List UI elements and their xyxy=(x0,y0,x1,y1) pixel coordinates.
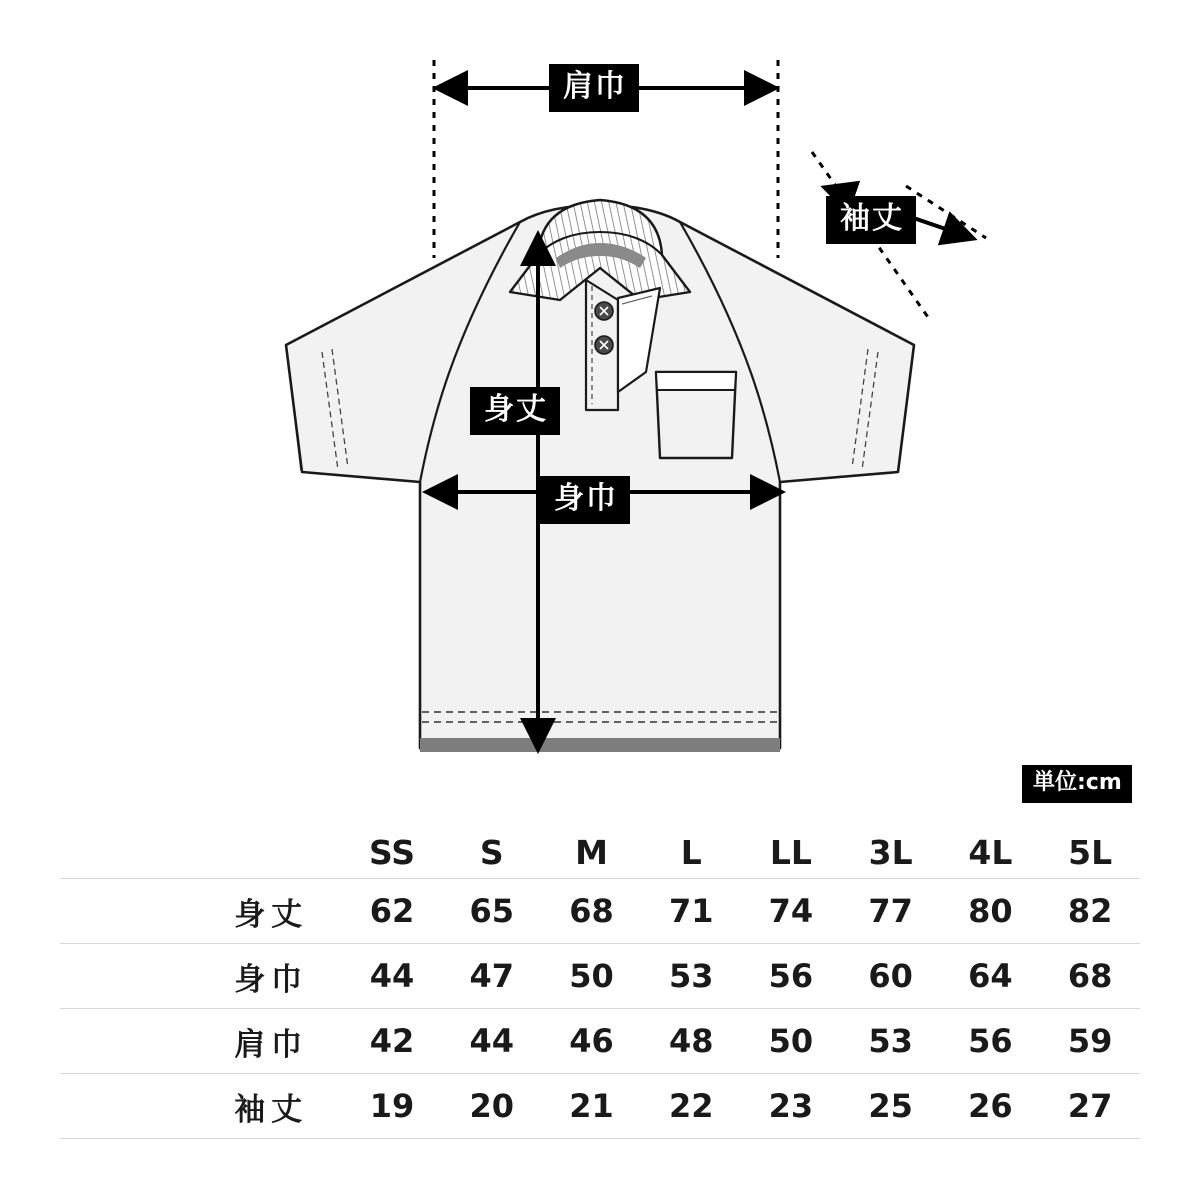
cell-shoulder-width-3l: 53 xyxy=(868,1022,913,1060)
cell-body-width-l: 53 xyxy=(668,957,714,995)
cell-sleeve-length-ll: 23 xyxy=(768,1087,814,1125)
cell-body-width-s: 47 xyxy=(469,957,515,995)
cell-body-length-ss: 62 xyxy=(369,892,415,930)
cell-sleeve-length-5l: 27 xyxy=(1067,1087,1113,1125)
size-table xyxy=(60,810,1140,1139)
cell-shoulder-width-ll: 50 xyxy=(768,1022,814,1060)
table-header-m: M xyxy=(575,833,608,872)
table-header-row xyxy=(60,810,1140,879)
cell-body-width-5l: 68 xyxy=(1067,957,1113,995)
table-row xyxy=(60,1074,1140,1139)
label-shoulder-width: 肩巾 xyxy=(549,64,639,112)
cell-body-width-ll: 56 xyxy=(768,957,814,995)
label-body-length: 身丈 xyxy=(470,387,560,435)
cell-sleeve-length-3l: 25 xyxy=(868,1087,913,1125)
cell-body-width-m: 50 xyxy=(569,957,614,995)
cell-body-length-m: 68 xyxy=(569,892,614,930)
table-row xyxy=(60,1009,1140,1074)
cell-body-length-ll: 74 xyxy=(768,892,814,930)
label-sleeve-length: 袖丈 xyxy=(826,196,916,244)
table-header-4l: 4L xyxy=(968,833,1013,872)
row-label-body-width: 身巾 xyxy=(234,961,309,998)
cell-body-length-4l: 80 xyxy=(968,892,1013,930)
cell-body-length-l: 71 xyxy=(668,892,714,930)
cell-shoulder-width-m: 46 xyxy=(569,1022,614,1060)
table-header-5l: 5L xyxy=(1068,833,1113,872)
table-header-s: S xyxy=(479,833,504,872)
table-header-ss: SS xyxy=(369,833,416,872)
table-row xyxy=(60,944,1140,1009)
table-header-ll: LL xyxy=(769,833,812,872)
cell-shoulder-width-ss: 42 xyxy=(369,1022,415,1060)
cell-shoulder-width-5l: 59 xyxy=(1067,1022,1113,1060)
row-label-body-length: 身丈 xyxy=(234,896,309,933)
cell-shoulder-width-4l: 56 xyxy=(968,1022,1013,1060)
cell-body-length-s: 65 xyxy=(469,892,515,930)
table-header-3l: 3L xyxy=(868,833,913,872)
table-row xyxy=(60,879,1140,944)
cell-sleeve-length-l: 22 xyxy=(668,1087,714,1125)
cell-body-width-3l: 60 xyxy=(868,957,913,995)
cell-sleeve-length-s: 20 xyxy=(469,1087,515,1125)
cell-shoulder-width-s: 44 xyxy=(469,1022,515,1060)
cell-sleeve-length-m: 21 xyxy=(569,1087,614,1125)
cell-body-width-4l: 64 xyxy=(968,957,1013,995)
cell-body-width-ss: 44 xyxy=(369,957,415,995)
label-unit: 単位:cm xyxy=(1022,765,1132,803)
cell-sleeve-length-4l: 26 xyxy=(968,1087,1013,1125)
cell-sleeve-length-ss: 19 xyxy=(369,1087,415,1125)
cell-shoulder-width-l: 48 xyxy=(668,1022,714,1060)
row-label-shoulder-width: 肩巾 xyxy=(234,1026,309,1063)
cell-body-length-3l: 77 xyxy=(868,892,913,930)
cell-body-length-5l: 82 xyxy=(1067,892,1113,930)
table-header-l: L xyxy=(680,833,702,872)
table-corner-cell xyxy=(60,810,342,879)
row-label-sleeve-length: 袖丈 xyxy=(234,1091,309,1128)
label-body-width: 身巾 xyxy=(540,476,630,524)
